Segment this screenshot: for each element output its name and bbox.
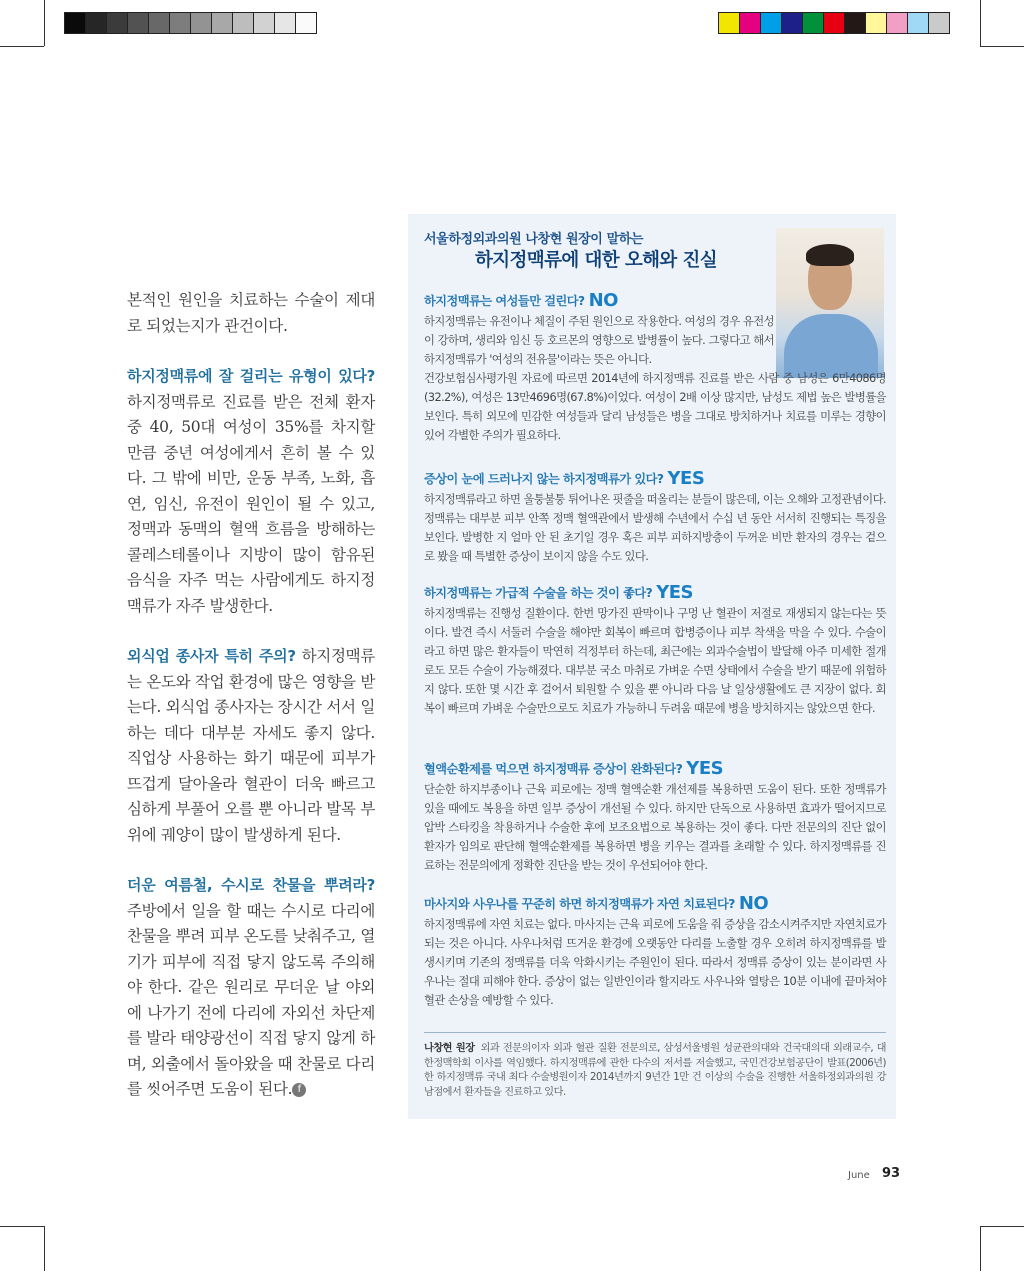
color-swatch — [887, 13, 908, 33]
crop-mark — [980, 46, 1024, 47]
qa-item — [424, 893, 886, 1010]
section-2 — [127, 644, 375, 848]
section-3-heading: 더운 여름철, 수시로 찬물을 뿌려라? — [127, 876, 375, 894]
color-swatch — [845, 13, 866, 33]
qa-item — [424, 468, 886, 566]
crop-mark — [980, 0, 981, 46]
section-1-body: 하지정맥류로 진료를 받은 전체 환자 중 40, 50대 여성이 35%를 차지할 만큼 중년 여성에게서 흔히 볼 수 있다. 그 밖에 비만, 운동 부족, 노화, 흡연, 임신, 유전이 원인이 될 수 있고, 정맥과 동맥의 혈액 흐름을 방해하는 콜레스테롤이나 지방이 많이 함유된 음식을 자주 먹는 사람에게도 하지정맥류가 자주 발생한다. — [127, 392, 375, 615]
section-1-heading: 하지정맥류에 잘 걸리는 유형이 있다? — [127, 367, 375, 385]
qa-answer-badge: NO — [588, 290, 618, 311]
footer-month: June — [848, 1170, 870, 1181]
bio-text: 외과 전문의이자 외과 혈관 질환 전문의로, 삼성서울병원 성균관의대와 건국대의대 외래교수, 대한정맥학회 이사를 역임했다. 하지정맥류에 관한 다수의 저서를 저술했고, 국민건강보험공단이 발표(2006년)한 하지정맥류 국내 최다 수술병원이자 2014년까지 9년간 1만 건 이상의 수술을 진행한 서울하정외과의원 강남점에서 환자들을 진료하고 있다. — [424, 1043, 886, 1098]
color-swatch — [929, 13, 949, 33]
qa-question: 하지정맥류는 여성들만 걸린다? — [424, 294, 585, 308]
color-swatch — [761, 13, 782, 33]
qa-answer-badge: NO — [738, 893, 769, 914]
grayscale-color-bar — [64, 12, 317, 34]
section-1 — [127, 364, 375, 619]
qa-question: 하지정맥류는 가급적 수술을 하는 것이 좋다? — [424, 586, 653, 600]
crop-mark — [980, 1226, 1024, 1227]
author-bio — [424, 1042, 886, 1100]
qa-body: 하지정맥류는 진행성 질환이다. 한번 망가진 판막이나 구멍 난 혈관이 저절로 재생되지 않는다는 뜻이다. 발견 즉시 서둘러 수술을 해야만 회복이 빠르며 합병증이나 피부 착색을 막을 수 있다. 수술이라고 하면 많은 환자들이 막연히 걱정부터 하는데, 최근에는 외과수술법이 발달해 아주 미세한 절개로도 모든 수술이 가능해졌다. 대부분 국소 마취로 가벼운 수면 상태에서 수술을 받기 때문에 위험하지 않다. 또한 몇 시간 후 걸어서 퇴원할 수 있을 뿐 아니라 다음 날 일상생활에도 큰 지장이 없다. 회복이 빠르며 가벼운 수술만으로도 치료가 가능하니 두려움 때문에 병을 방치하지는 않았으면 한다. — [424, 607, 886, 715]
end-mark-icon: f — [292, 1083, 306, 1097]
color-swatch — [908, 13, 929, 33]
color-swatch — [149, 13, 170, 33]
color-swatch — [128, 13, 149, 33]
bio-divider — [424, 1032, 886, 1033]
color-swatch — [782, 13, 803, 33]
crop-mark — [980, 1226, 981, 1271]
color-swatch — [107, 13, 128, 33]
color-swatch — [65, 13, 86, 33]
qa-body: 단순한 하지부종이나 근육 피로에는 정맥 혈액순환 개선제를 복용하면 도움이 된다. 또한 정맥류가 있을 때에도 복용을 하면 일부 증상이 개선될 수 있다. 하지만 단독으로 사용하면 효과가 떨어지므로 압박 스타킹을 착용하거나 수술한 후에 보조요법으로 복용하는 것이 좋다. 다만 전문의의 진단 없이 환자가 임의로 판단해 혈액순환제를 복용하면 병을 키우는 결과를 초래할 수 있다. 하지정맥류를 진료하는 전문의에게 정확한 진단을 받는 것이 우선되어야 한다. — [424, 783, 886, 872]
color-swatch — [170, 13, 191, 33]
qa-item — [424, 582, 886, 718]
color-swatch — [824, 13, 845, 33]
color-swatch — [254, 13, 275, 33]
qa-answer-badge: YES — [667, 468, 705, 489]
section-2-heading: 외식업 종사자 특히 주의? — [127, 647, 296, 665]
bio-name: 나창현 원장 — [424, 1043, 475, 1054]
section-3-body: 주방에서 일을 할 때는 수시로 다리에 찬물을 뿌려 피부 온도를 낮춰주고, 열기가 피부에 직접 닿지 않도록 주의해야 한다. 같은 원리로 무더운 날 야외에 나가기 전에 다리에 자외선 차단제를 발라 태양광선이 직접 닿지 않게 하며, 외출에서 돌아왔을 때 찬물로 다리를 씻어주면 도움이 된다. — [127, 901, 375, 1098]
color-swatch — [212, 13, 233, 33]
crop-mark — [0, 1226, 44, 1227]
color-swatch — [740, 13, 761, 33]
crop-mark — [44, 1226, 45, 1271]
qa-question: 혈액순환제를 먹으면 하지정맥류 증상이 완화된다? — [424, 762, 683, 776]
section-2-body: 하지정맥류는 온도와 작업 환경에 많은 영향을 받는다. 외식업 종사자는 장시간 서서 일하는 데다 대부분 자세도 좋지 않다. 직업상 사용하는 화기 때문에 피부가 뜨겁게 달아올라 혈관이 더욱 빠르고 심하게 부풀어 오를 뿐 아니라 발목 부위에 궤양이 많이 발생하게 된다. — [127, 647, 375, 844]
color-swatch — [866, 13, 887, 33]
qa-answer-badge: YES — [686, 758, 724, 779]
color-swatch — [191, 13, 212, 33]
qa-item — [424, 758, 886, 875]
qa-item — [424, 290, 886, 445]
qa-question: 마사지와 사우나를 꾸준히 하면 하지정맥류가 자연 치료된다? — [424, 897, 735, 911]
qa-body: 하지정맥류라고 하면 울퉁불퉁 튀어나온 핏줄을 떠올리는 분들이 많은데, 이는 오해와 고정관념이다. 정맥류는 대부분 피부 안쪽 정맥 혈액관에서 발생해 수년에서 수십 년 동안 서서히 진행되는 특징을 보인다. 발병한 지 얼마 안 된 초기일 경우 혹은 피부 피하지방층이 두꺼운 비만 환자의 경우는 겉으로 봤을 때 특별한 증상이 보이지 않을 수도 있다. — [424, 493, 886, 563]
color-swatch — [86, 13, 107, 33]
qa-answer-badge: YES — [656, 582, 693, 603]
color-swatch — [719, 13, 740, 33]
qa-body-continued: 건강보험심사평가원 자료에 따르면 2014년에 하지정맥류 진료를 받은 사람 중 남성은 6만4086명(32.2%), 여성은 13만4696명(67.8%)이었다. 여성이 2배 이상 많지만, 남성도 제법 높은 발병률을 보인다. 특히 외모에 민감한 여성들과 달리 남성들은 병을 그대로 방치하거나 치료를 미루는 경향이 있어 각별한 주의가 필요하다. — [424, 372, 886, 442]
qa-body: 하지정맥류는 유전이나 체질이 주된 원인으로 작용한다. 여성의 경우 유전성이 강하며, 생리와 임신 등 호르몬의 영향으로 발병률이 높다. 그렇다고 해서 하지정맥류가 '여성의 전유물'이라는 뜻은 아니다. — [424, 315, 774, 366]
intro-paragraph: 본적인 원인을 치료하는 수술이 제대로 되었는지가 관건이다. — [127, 291, 375, 335]
crop-mark — [44, 0, 45, 46]
section-3 — [127, 873, 375, 1103]
crop-mark — [0, 46, 44, 47]
color-swatch — [803, 13, 824, 33]
left-column — [127, 288, 375, 1103]
qa-body: 하지정맥류에 자연 치료는 없다. 마사지는 근육 피로에 도움을 줘 증상을 감소시켜주지만 자연치료가 되는 것은 아니다. 사우나처럼 뜨거운 환경에 오랫동안 다리를 노출할 경우 오히려 하지정맥류를 발생시키며 기존의 정맥류를 더욱 악화시키는 주원인이 된다. 따라서 정맥류 증상이 있는 분이라면 사우나는 절대 피해야 한다. 증상이 없는 일반인이라 할지라도 사우나와 열탕은 10분 이내에 끝마쳐야 혈관 손상을 예방할 수 있다. — [424, 918, 886, 1007]
color-swatch — [233, 13, 254, 33]
qa-question: 증상이 눈에 드러나지 않는 하지정맥류가 있다? — [424, 472, 664, 486]
sidebar-kicker: 서울하정외과의원 나창현 원장이 말하는 — [424, 232, 644, 247]
sidebar-headline: 하지정맥류에 대한 오해와 진실 — [475, 250, 718, 271]
process-color-bar — [718, 12, 950, 34]
color-swatch — [275, 13, 296, 33]
page-number: 93 — [882, 1166, 901, 1181]
color-swatch — [296, 13, 316, 33]
